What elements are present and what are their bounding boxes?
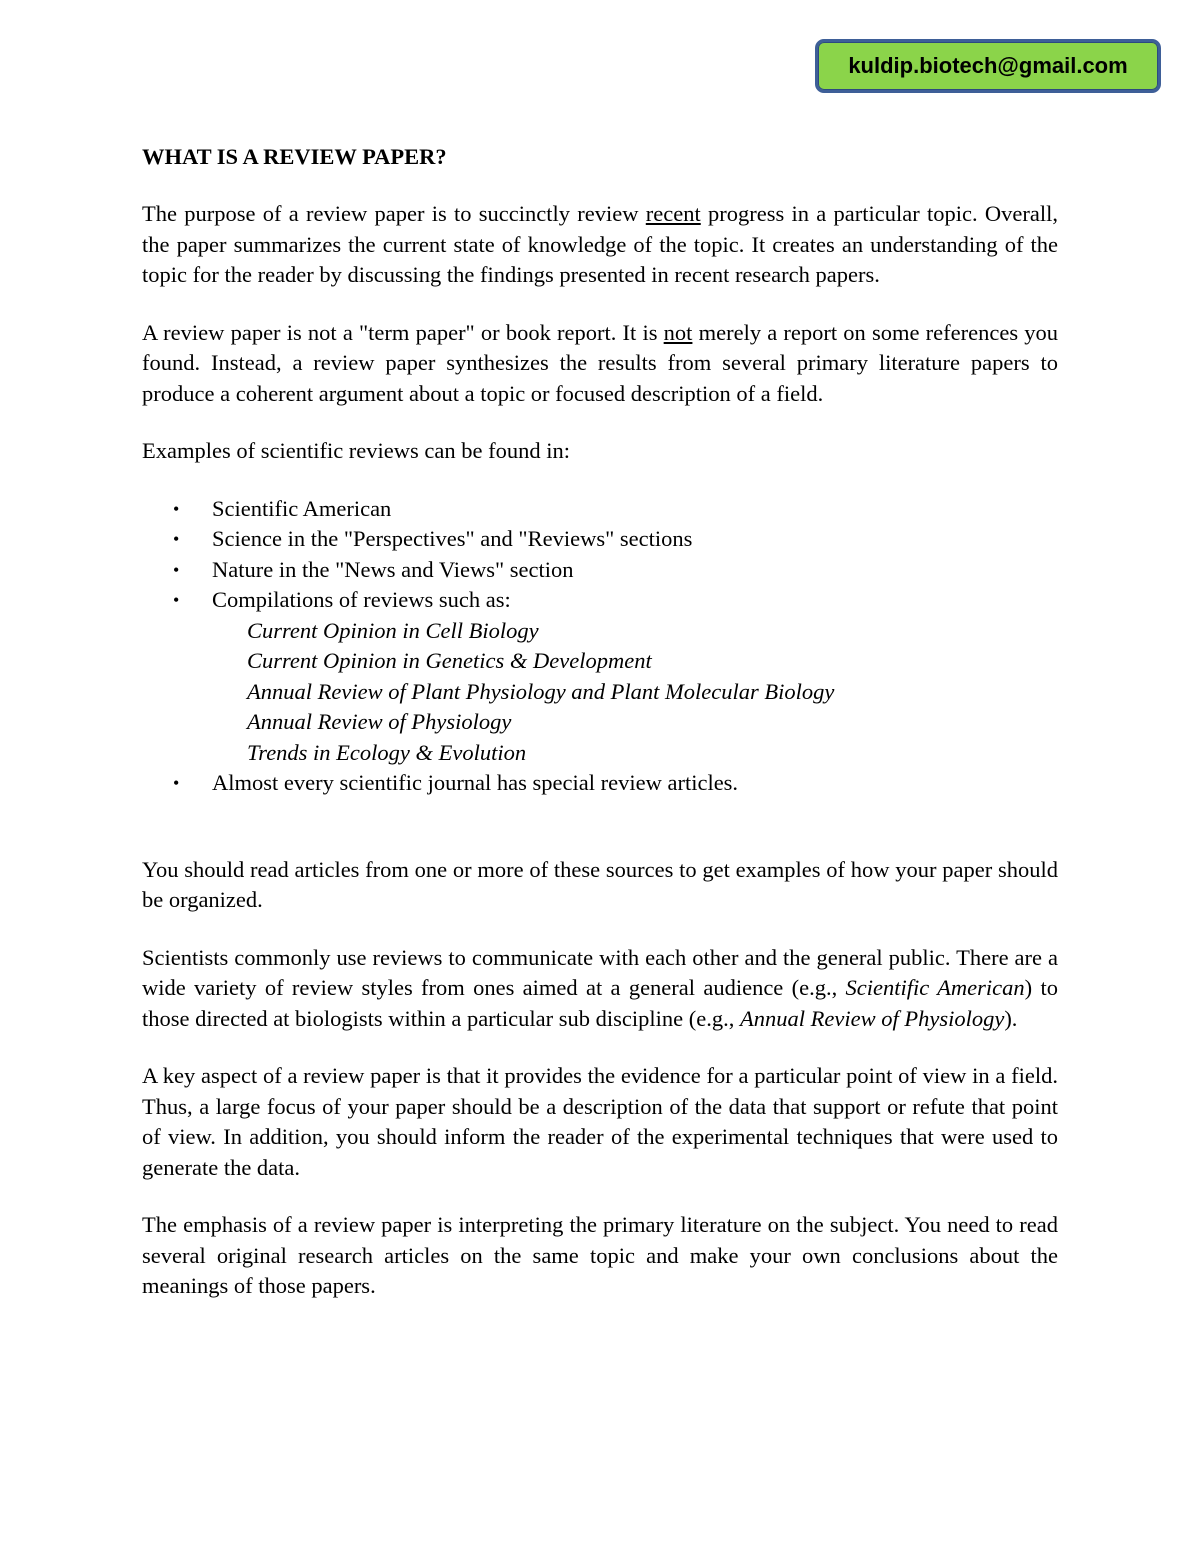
paragraph-purpose-text-1: The purpose of a review paper is to succinctly review — [142, 201, 646, 226]
list-item: • Science in the "Perspectives" and "Reviews" sections — [142, 524, 1058, 555]
underlined-word-not: not — [663, 319, 693, 345]
paragraph-scientists-text-3: ). — [1004, 1005, 1018, 1031]
journal-name-italic: Annual Review of Physiology — [740, 1005, 1005, 1031]
paragraph-read-articles: You should read articles from one or more of these sources to get examples of how your paper should be organized. — [142, 856, 1058, 912]
paragraph-purpose — [142, 199, 1058, 291]
compilation-item: Current Opinion in Genetics & Development — [247, 648, 652, 673]
compilation-item: Annual Review of Physiology — [247, 709, 512, 734]
paragraph-key-aspect: A key aspect of a review paper is that it provides the evidence for a particular point of view in a field. Thus, a large focus of your paper should be a description of the data that support or refute that point of view. In addition, you should inform the reader of the experimental techniques that were used to generate the data. — [142, 1063, 1058, 1180]
paragraph-scientists-text-1: Scientists commonly use reviews to communicate with each other and the general public. There are a wide variety of review styles from ones aimed at a general audience (e.g., — [142, 944, 1058, 1000]
paragraph-not-term-paper-text-2: merely a report on some references you found. Instead, a review paper synthesizes the results from several primary literature papers to produce a coherent argument about a topic or focused description of a field. — [142, 319, 1059, 406]
underlined-word-recent: recent — [645, 201, 701, 226]
paragraph-emphasis: The emphasis of a review paper is interpreting the primary literature on the subject. You need to read several original research articles on the same topic and make your own conclusions about the meanings of those papers. — [142, 1212, 1058, 1298]
email-badge — [815, 39, 1161, 93]
journal-name-italic: Scientific American — [845, 975, 1025, 1000]
paragraph-not-term-paper — [142, 318, 1058, 410]
compilation-item: Current Opinion in Cell Biology — [247, 617, 539, 643]
sources-list — [142, 494, 1058, 799]
compilation-item: Annual Review of Plant Physiology and Plant Molecular Biology — [247, 678, 835, 704]
email-text: kuldip.biotech@gmail.com — [848, 53, 1128, 78]
list-item: • Scientific American — [142, 494, 1058, 525]
compilation-item: Trends in Ecology & Evolution — [247, 739, 527, 765]
examples-intro: Examples of scientific reviews can be found in: — [142, 438, 570, 463]
list-item-compilations — [142, 585, 1058, 768]
list-item: • Almost every scientific journal has special review articles. — [142, 768, 1058, 799]
page-title: WHAT IS A REVIEW PAPER? — [142, 144, 447, 169]
compilations-label: Compilations of reviews such as: — [212, 587, 511, 612]
paragraph-scientists-text-2: ) to those directed at biologists within a particular sub discipline (e.g., — [142, 975, 1058, 1031]
paragraph-scientists — [142, 943, 1058, 1035]
paragraph-not-term-paper-text-1: A review paper is not a "term paper" or book report. It is — [142, 319, 664, 345]
compilations-list — [212, 616, 1058, 769]
list-item: • Nature in the "News and Views" section — [142, 555, 1058, 586]
paragraph-purpose-text-2: progress in a particular topic. Overall, the paper summarizes the current state of knowledge of the topic. It creates an understanding of the topic for the reader by discussing the findings presented in recent research papers. — [142, 201, 1058, 287]
document-body — [142, 142, 1058, 1329]
